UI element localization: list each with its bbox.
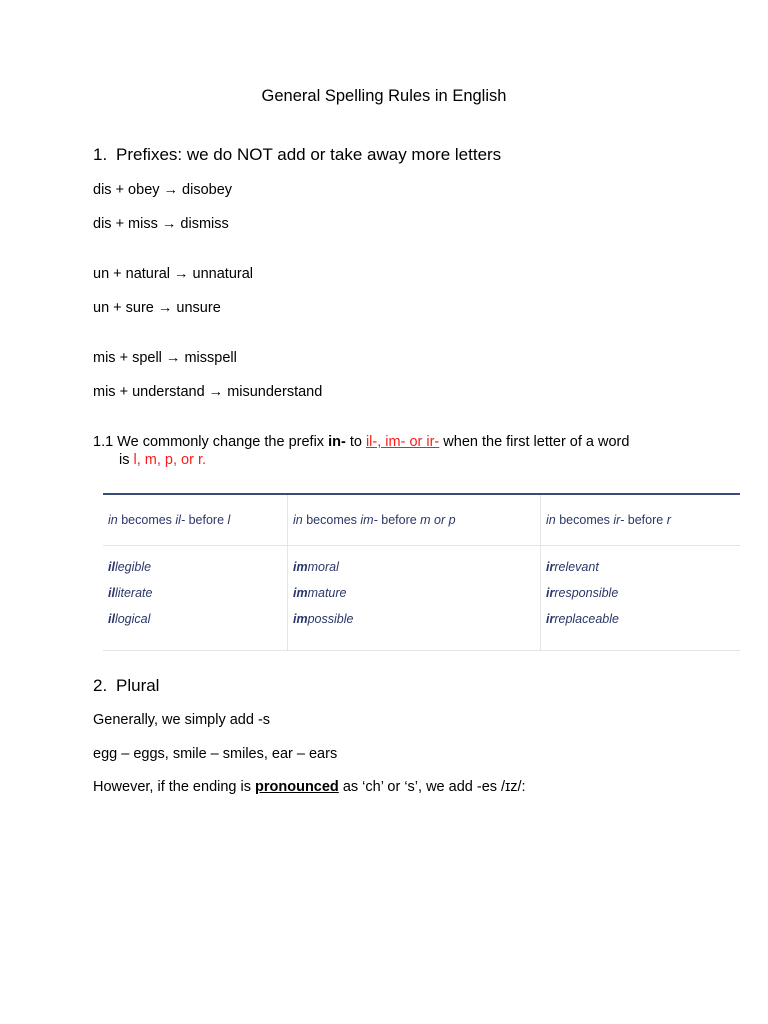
example-line: dis + obey → disobey [93, 182, 233, 198]
table-cell-list [546, 559, 740, 637]
subsection-text: is [119, 452, 134, 468]
plural-rule-line: Generally, we simply add -s [93, 712, 271, 728]
subsection-text: when the first letter of a word [439, 434, 630, 450]
table-cell-list [108, 559, 287, 637]
table-cell: immature [293, 586, 347, 600]
plural-es-rule-line [93, 779, 526, 795]
table-column-il [103, 495, 288, 650]
letters-list: l, m, p, or r. [133, 452, 207, 468]
table-column-ir [541, 495, 740, 650]
section-2-number: 2. [93, 676, 108, 695]
section-1-number: 1. [93, 145, 108, 164]
prefix-table [103, 493, 740, 651]
table-cell: irresponsible [546, 586, 619, 600]
table-cell: illiterate [108, 586, 153, 600]
table-header: in becomes ir- before r [541, 495, 740, 546]
plural-es-text: as ‘ch’ or ‘s’, we add -es /ɪz/: [338, 779, 526, 795]
section-1-heading [93, 145, 501, 165]
plural-example-line: egg – eggs, smile – smiles, ear – ears [93, 746, 338, 762]
document-title: General Spelling Rules in English [261, 87, 507, 105]
table-cell: irreplaceable [546, 612, 619, 626]
plural-es-text: However, if the ending is [93, 779, 256, 795]
section-2-heading-text: Plural [116, 676, 160, 695]
example-line: mis + spell → misspell [93, 350, 237, 366]
table-cell: illegible [108, 560, 152, 574]
table-header: in becomes il- before l [103, 495, 287, 546]
section-2-heading [93, 676, 159, 696]
table-header: in becomes im- before m or p [288, 495, 540, 546]
example-line: un + natural → unnatural [93, 266, 254, 282]
table-cell: irrelevant [546, 560, 599, 574]
table-cell: impossible [293, 612, 354, 626]
prefix-in: in- [328, 434, 346, 450]
example-line: mis + understand → misunderstand [93, 384, 323, 400]
table-cell: illogical [108, 612, 151, 626]
example-line: un + sure → unsure [93, 300, 221, 316]
table-column-im [288, 495, 541, 650]
table-cell: immoral [293, 560, 339, 574]
section-1-heading-text: Prefixes: we do NOT add or take away more letters [116, 145, 502, 164]
example-line: dis + miss → dismiss [93, 216, 229, 232]
subsection-text: 1.1 We commonly change the prefix [93, 434, 329, 450]
table-cell-list [293, 559, 540, 637]
pronounced-emphasis: pronounced [255, 779, 339, 795]
subsection-text: to [345, 434, 366, 450]
prefix-variants: il-, im- or ir- [365, 434, 440, 450]
subsection-1-1 [93, 433, 629, 469]
